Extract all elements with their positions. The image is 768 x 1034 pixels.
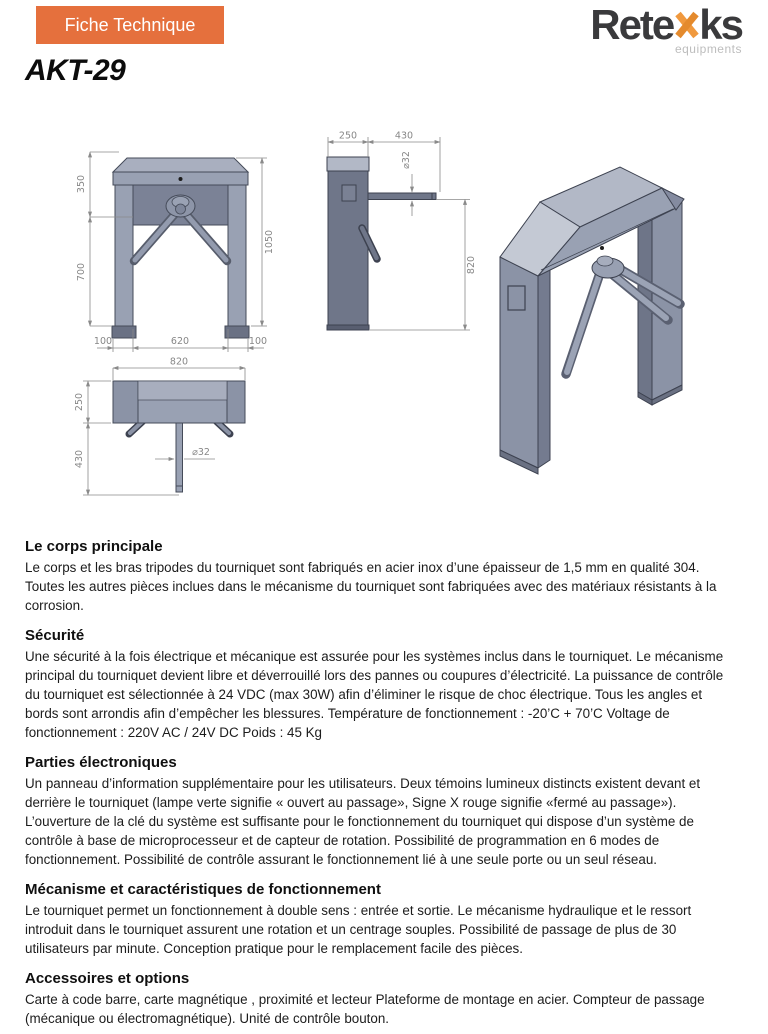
dim-diameter-label: ⌀32	[401, 151, 412, 169]
top-view-drawing	[55, 352, 295, 534]
logo-tagline: equipments	[674, 42, 742, 56]
section-paragraph: Le corps et les bras tripodes du tourniquet sont fabriqués en acier inox d’une épaisseur de 1,5 mm en qualité 304. Toutes les autres pièces inclues dans le mécanisme du tourniquet sont fabriquées avec des matériaux résistants à la corrosion.	[25, 560, 717, 613]
section-title: Accessoires et options	[25, 970, 190, 987]
front-view-hub	[166, 195, 195, 217]
section-title: Parties électroniques	[25, 754, 177, 771]
reteks-logo	[590, 1, 742, 56]
fiche-technique-badge: Fiche Technique	[36, 6, 224, 44]
section-parties-electroniques	[25, 754, 737, 869]
section-paragraph: Une sécurité à la fois électrique et mécanique est assurée pour les systèmes inclus dans le tourniquet. Le mécanisme principal du tourniquet devient libre et déverrouillé lors des pannes ou coupures d’électricité. La puissance de contrôle du tourniquet est sélectionnée à 24 VDC (max 30W) afin d’éliminer le risque de choc électrique. Tous les angles et bords sont arrondis afin d’empêcher les blessures. Température de fonctionnement : -20’C + 70’C Voltage de fonctionnement : 220V AC / 24V DC Poids : 45 Kg	[25, 649, 724, 740]
dim-100-right-label: 100	[248, 336, 268, 347]
section-mecanisme	[25, 881, 737, 958]
side-view-body	[327, 157, 436, 330]
top-view-body	[113, 381, 245, 492]
section-paragraph: Le tourniquet permet un fonctionnement à double sens : entrée et sortie. Le mécanisme hydraulique et le ressort introduit dans le tourniquet assurent une rotation et un centrage souples. Possibilité de passage de plus de 30 utilisateurs par minute. Conception pratique pour le remplacement facile des pièces.	[25, 903, 692, 956]
logo-text-right: ks	[699, 1, 742, 48]
logo-text-left: Rete	[590, 1, 674, 48]
logo-x-icon	[675, 10, 699, 40]
dim-100-left-label: 100	[93, 336, 113, 347]
dim-700-label: 700	[76, 262, 87, 282]
side-view-drawing	[300, 122, 485, 347]
dim-350-label: 350	[76, 174, 87, 194]
iso-hub	[592, 256, 624, 278]
section-paragraph: L’ouverture de la clé du système est suffisante pour le fonctionnement du tourniquet qui dispose d’un système de contrôle à base de microprocesseur et de capteur de rotation. Possibilité de programmation en 6 modes de fonctionnement. Possibilité de contrôle assurant le fonctionnement lié à une seule porte ou un seul réseau.	[25, 814, 694, 867]
section-title: Mécanisme et caractéristiques de fonctionnement	[25, 881, 381, 898]
product-title: AKT-29	[25, 54, 126, 87]
dim-1050-label: 1050	[264, 229, 275, 255]
section-accessoires	[25, 970, 737, 1028]
front-view-body	[112, 158, 249, 338]
section-securite	[25, 627, 737, 742]
section-corps-principale	[25, 538, 737, 615]
front-view-drawing	[55, 122, 290, 367]
iso-left-pillar	[500, 257, 550, 474]
section-title: Le corps principale	[25, 538, 163, 555]
dim-430-label: 430	[74, 449, 85, 469]
dim-820-label: 820	[466, 255, 477, 275]
dim-diameter-label: ⌀32	[192, 447, 210, 458]
section-paragraph: Carte à code barre, carte magnétique , proximité et lecteur Plateforme de montage en acier. Compteur de passage (mécanique ou électromagnétique). Unité de contrôle bouton.	[25, 992, 705, 1026]
dim-250-label: 250	[74, 392, 85, 412]
technical-drawings	[0, 112, 768, 538]
spec-text-content	[25, 538, 737, 1034]
dim-620-label: 620	[170, 336, 190, 347]
dim-430-label: 430	[394, 130, 414, 142]
dim-820-label: 820	[169, 356, 189, 368]
logo-wordmark	[590, 1, 742, 48]
isometric-view-drawing	[478, 158, 763, 493]
section-paragraph: Un panneau d’information supplémentaire pour les utilisateurs. Deux témoins lumineux distincts existent devant et derrière le tourniquet (lampe verte signifie « ouvert au passage», Signe X rouge signifie «fermé au passage»).	[25, 776, 701, 810]
dim-250-label: 250	[338, 130, 358, 142]
section-title: Sécurité	[25, 627, 85, 644]
